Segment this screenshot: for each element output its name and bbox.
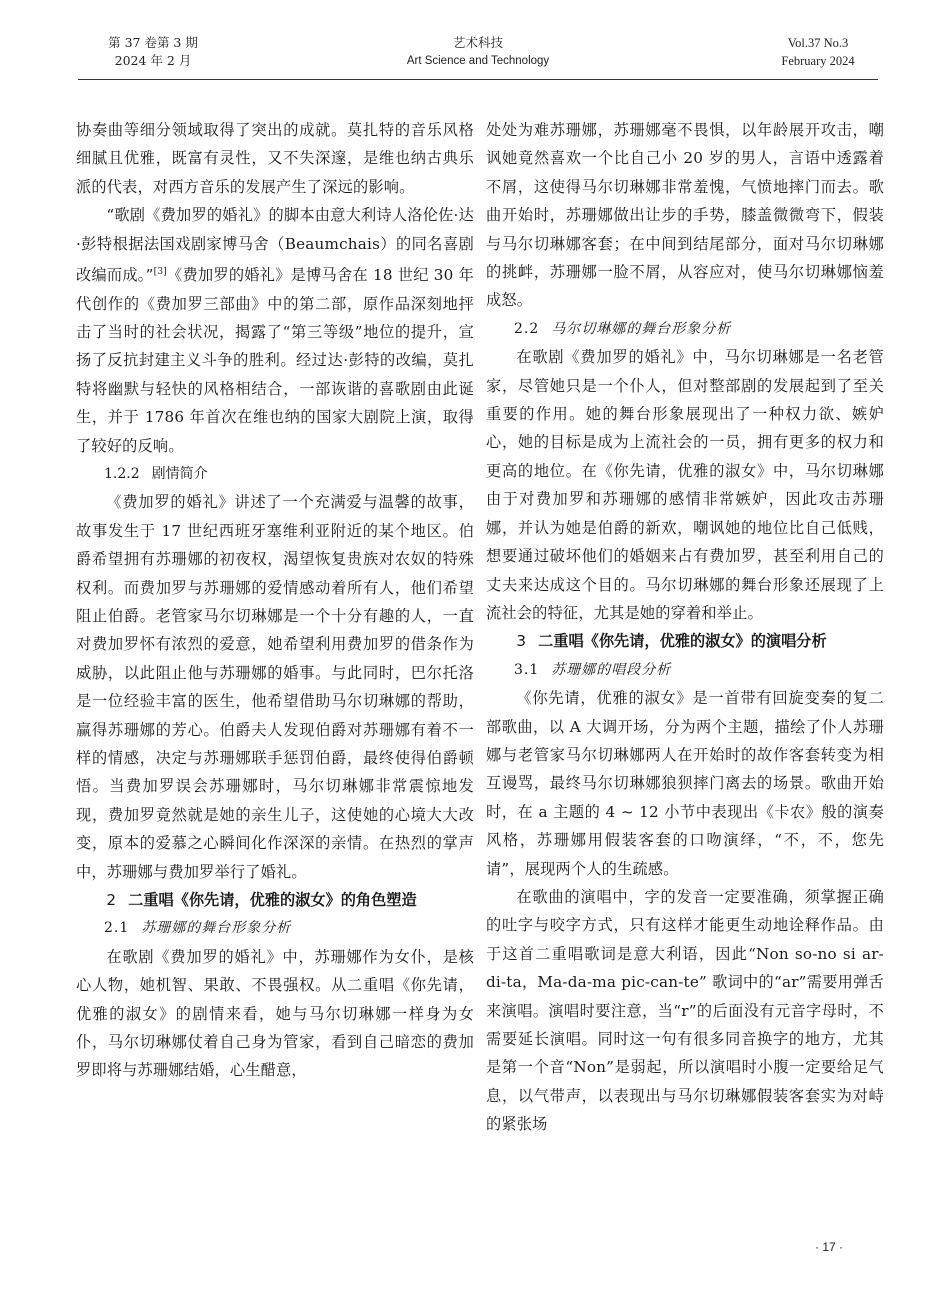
paragraph: 《你先请，优雅的淑女》是一首带有回旋变奏的复二部歌曲，以 A 大调开场，分为两个主题，描绘了仆人苏珊娜与老管家马尔切琳娜两人在开始时的故作客套转变为相互谩骂，最终马尔切琳娜狼狈摔门离去的场景。歌曲开始时，在 a 主题的 4 ~ 12 小节中表现出《卡农》般的演奏风格，苏珊娜用假装客套的口吻演绎，“不，不，您先请”，展现两个人的生疏感。 (486, 689, 884, 878)
running-header (78, 34, 878, 80)
left-column (76, 116, 474, 1085)
journal-volume-issue: 第 37 卷第 3 期 2024 年 2 月 (108, 35, 198, 68)
page-number: · 17 · (815, 1240, 844, 1254)
subsection-heading-3-1: 3.1 苏珊娜的唱段分析 (514, 661, 672, 678)
paragraph: “歌剧《费加罗的婚礼》的脚本由意大利诗人洛伦佐·达·彭特根据法国戏剧家博马舍（Beaumchais）的同名喜剧改编而成。”[3]《费加罗的婚礼》是博马舍在 18 世纪 30 年代创作的《费加罗三部曲》中的第二部，原作品深刻地抨击了当时的社会状况，揭露了“第三等级”地位的提升，宣扬了反抗封建主义斗争的胜利。经过达·彭特的改编，莫扎特将幽默与轻快的风格相结合，一部诙谐的喜歌剧由此诞生，并于 1786 年首次在维也纳的国家大剧院上演，取得了较好的反响。 (76, 206, 474, 455)
subsection-heading-2-2: 2.2 马尔切琳娜的舞台形象分析 (514, 320, 732, 337)
section-heading-2: 2 二重唱《你先请，优雅的淑女》的角色塑造 (106, 891, 417, 910)
journal-volume-english: Vol.37 No.3 February 2024 (781, 36, 855, 68)
subsection-heading-1-2-2: 1.2.2 剧情简介 (104, 465, 208, 482)
paragraph: 在歌剧《费加罗的婚礼》中，马尔切琳娜是一名老管家，尽管她只是一个仆人，但对整部剧的发展起到了至关重要的作用。她的舞台形象展现出了一种权力欲、嫉妒心，她的目标是成为上流社会的一员，拥有更多的权力和更高的地位。在《你先请，优雅的淑女》中，马尔切琳娜由于对费加罗和苏珊娜的感情非常嫉妒，因此攻击苏珊娜，并认为她是伯爵的新欢，嘲讽她的地位比自己低贱，想要通过破坏他们的婚姻来占有费加罗，甚至利用自己的丈夫来达成这个目的。马尔切琳娜的舞台形象还展现了上流社会的特征，尤其是她的穿着和举止。 (486, 348, 884, 622)
paragraph: 协奏曲等细分领域取得了突出的成就。莫扎特的音乐风格细腻且优雅，既富有灵性，又不失深邃，是维也纳古典乐派的代表，对西方音乐的发展产生了深远的影响。 (76, 121, 474, 196)
header-rule (78, 79, 878, 80)
paragraph: 处处为难苏珊娜，苏珊娜毫不畏惧，以年龄展开攻击，嘲讽她竟然喜欢一个比自己小 20 岁的男人，言语中透露着不屑，这使得马尔切琳娜非常羞愧，气愤地摔门而去。歌曲开始时，苏珊娜做出让步的手势，膝盖微微弯下，假装与马尔切琳娜客套；在中间到结尾部分，面对马尔切琳娜的挑衅，苏珊娜一脸不屑，从容应对，使马尔切琳娜恼羞成怒。 (486, 121, 884, 310)
journal-title: 艺术科技 Art Science and Technology (406, 35, 550, 67)
section-heading-3: 3 二重唱《你先请，优雅的淑女》的演唱分析 (516, 632, 827, 651)
paragraph: 《费加罗的婚礼》讲述了一个充满爱与温馨的故事，故事发生于 17 世纪西班牙塞维利亚附近的某个地区。伯爵希望拥有苏珊娜的初夜权，渴望恢复贵族对农奴的特殊权利。而费加罗与苏珊娜的爱情感动着所有人，他们希望阻止伯爵。老管家马尔切琳娜是一个十分有趣的人，一直对费加罗怀有浓烈的爱意，她希望利用费加罗的借条作为威胁，以此阻止他与苏珊娜的婚事。与此同时，巴尔托洛是一位经验丰富的医生，他希望借助马尔切琳娜的帮助，赢得苏珊娜的芳心。伯爵夫人发现伯爵对苏珊娜有着不一样的情感，决定与苏珊娜联手惩罚伯爵，最终使得伯爵顿悟。当费加罗误会苏珊娜时，马尔切琳娜非常震惊地发现，费加罗竟然就是她的亲生儿子，这使她的心境大大改变，原本的爱慕之心瞬间化作深深的亲情。在热烈的掌声中，苏珊娜与费加罗举行了婚礼。 (76, 493, 474, 881)
subsection-heading-2-1: 2.1 苏珊娜的舞台形象分析 (104, 920, 292, 937)
paragraph: 在歌剧《费加罗的婚礼》中，苏珊娜作为女仆，是核心人物，她机智、果敢、不畏强权。从二重唱《你先请，优雅的淑女》的剧情来看，她与马尔切琳娜一样身为女仆，马尔切琳娜仗着自己身为管家，看到自己暗恋的费加罗即将与苏珊娜结婚，心生醋意， (76, 947, 474, 1080)
citation-ref: [3] (153, 267, 167, 278)
paragraph: 在歌曲的演唱中，字的发音一定要准确，须掌握正确的吐字与咬字方式，只有这样才能更生动地诠释作品。由于这首二重唱歌词是意大利语，因此“Non so-no si ar-di-ta，Ma-da-ma pic-can-te” 歌词中的“ar”需要用弹舌来演唱。演唱时要注意，当“r”的后面没有元音字母时，不需要延长演唱。同时这一句有很多同音换字的地方，尤其是第一个音“Non”是弱起，所以演唱时小腹一定要给足气息，以气带声，以表现出与马尔切琳娜假装客套实为对峙的紧张场 (486, 887, 884, 1134)
right-column (486, 116, 884, 1139)
